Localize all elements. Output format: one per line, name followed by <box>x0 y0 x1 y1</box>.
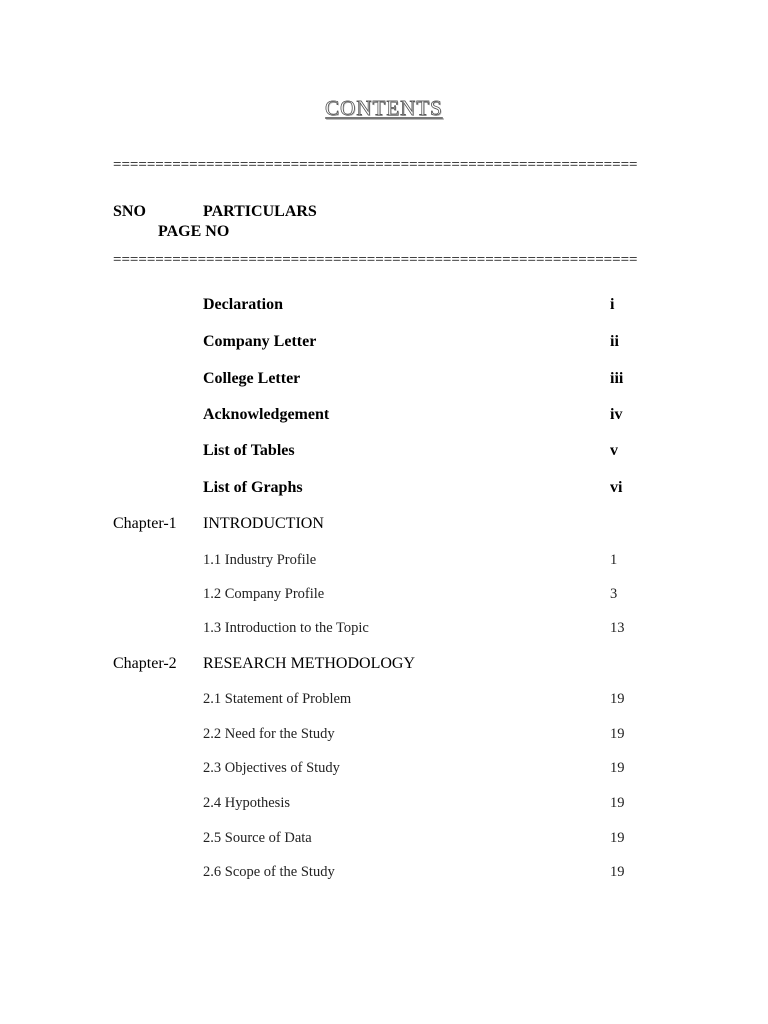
toc-entry-label: 1.3 Introduction to the Topic <box>203 620 369 636</box>
toc-row <box>0 864 768 886</box>
toc-row <box>0 830 768 852</box>
divider-bottom: ============================================================== <box>113 252 638 268</box>
toc-entry-page: iv <box>610 406 623 423</box>
page-title: CONTENTS <box>325 96 443 120</box>
divider-top: ============================================================== <box>113 157 638 173</box>
toc-entry-label: 1.1 Industry Profile <box>203 552 317 568</box>
header-page-no: PAGE NO <box>158 223 230 240</box>
toc-row <box>0 760 768 782</box>
toc-entry-page: 3 <box>610 586 618 602</box>
toc-entry-page: 19 <box>610 760 625 776</box>
chapter-number: Chapter-1 <box>113 515 177 532</box>
toc-entry-page: ii <box>610 333 619 350</box>
toc-row <box>0 552 768 574</box>
toc-row <box>0 370 768 392</box>
toc-entry-label: 2.5 Source of Data <box>203 830 312 846</box>
toc-entry-page: 19 <box>610 726 625 742</box>
toc-entry-page: 19 <box>610 864 625 880</box>
toc-entry-page: 19 <box>610 830 625 846</box>
toc-entry-page: i <box>610 296 615 313</box>
chapter-number: Chapter-2 <box>113 655 177 672</box>
toc-entry-label: Company Letter <box>203 333 317 350</box>
toc-entry-page: iii <box>610 370 624 387</box>
toc-row <box>0 795 768 817</box>
toc-entry-page: 1 <box>610 552 618 568</box>
toc-entry-label: College Letter <box>203 370 301 387</box>
toc-entry-label: List of Tables <box>203 442 295 459</box>
toc-row <box>0 406 768 428</box>
toc-row <box>0 620 768 642</box>
header-particulars: PARTICULARS <box>203 203 317 220</box>
toc-row <box>0 479 768 501</box>
chapter-title: RESEARCH METHODOLOGY <box>203 655 415 672</box>
toc-entry-label: List of Graphs <box>203 479 303 496</box>
toc-row <box>0 296 768 318</box>
toc-row <box>0 442 768 464</box>
toc-row <box>0 333 768 355</box>
toc-entry-page: vi <box>610 479 623 496</box>
chapter-title: INTRODUCTION <box>203 515 324 532</box>
toc-entry-page: 19 <box>610 795 625 811</box>
toc-entry-page: 13 <box>610 620 625 636</box>
toc-row <box>0 586 768 608</box>
toc-entry-label: 2.1 Statement of Problem <box>203 691 352 707</box>
toc-entry-label: Acknowledgement <box>203 406 330 423</box>
toc-entry-label: 1.2 Company Profile <box>203 586 325 602</box>
toc-row <box>0 726 768 748</box>
chapter-heading-row <box>0 515 768 537</box>
header-sno: SNO <box>113 203 146 220</box>
toc-entry-label: 2.6 Scope of the Study <box>203 864 335 880</box>
toc-entry-label: 2.4 Hypothesis <box>203 795 290 811</box>
toc-entry-page: 19 <box>610 691 625 707</box>
chapter-heading-row <box>0 655 768 677</box>
toc-entry-label: 2.2 Need for the Study <box>203 726 335 742</box>
toc-row <box>0 691 768 713</box>
toc-entry-label: 2.3 Objectives of Study <box>203 760 340 776</box>
toc-entry-label: Declaration <box>203 296 283 313</box>
toc-entry-page: v <box>610 442 618 459</box>
